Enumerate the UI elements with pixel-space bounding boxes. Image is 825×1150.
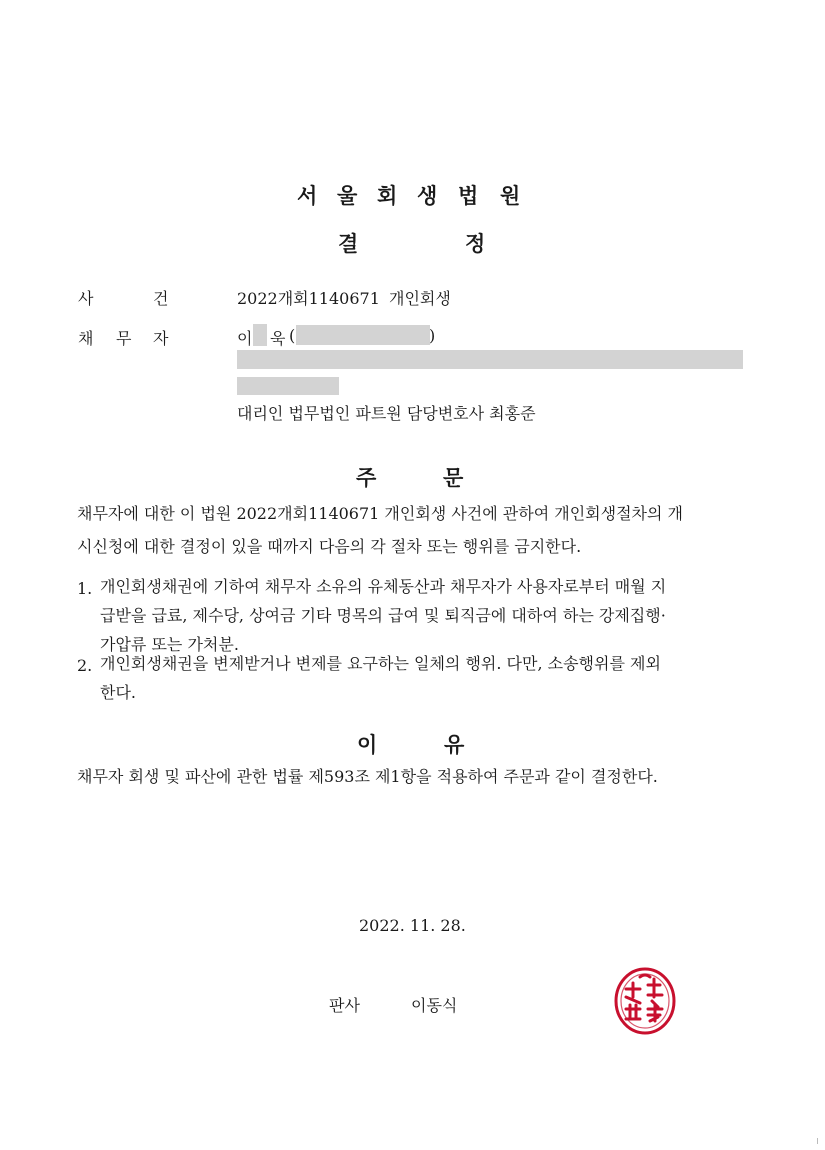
case-label-char: 사 bbox=[78, 289, 94, 308]
decision-date: 2022. 11. 28. bbox=[359, 916, 466, 935]
debtor-label-char: 채 bbox=[78, 329, 94, 348]
court-seal-icon bbox=[612, 965, 678, 1037]
order-item-line: 개인회생채권을 변제받거나 변제를 요구하는 일체의 행위. 다만, 소송행위를 제외 bbox=[100, 654, 661, 673]
order-item-line: 급받을 급료, 제수당, 상여금 기타 명목의 급여 및 퇴직금에 대하여 하는 강제집행· bbox=[100, 606, 666, 625]
case-number: 2022개회1140671 bbox=[237, 289, 380, 308]
paren-close: ) bbox=[429, 326, 436, 345]
debtor-agent: 대리인 법무법인 파트원 담당변호사 최홍준 bbox=[237, 404, 536, 423]
debtor-name-first: 이 bbox=[237, 329, 253, 348]
corner-mark bbox=[817, 1138, 818, 1144]
order-item-number: 1. bbox=[77, 579, 93, 598]
judge-title: 판사 bbox=[329, 996, 360, 1015]
reason-heading-char: 이 bbox=[357, 733, 378, 757]
redaction-block bbox=[253, 324, 267, 346]
order-intro bbox=[77, 497, 683, 563]
case-label-char: 건 bbox=[153, 289, 169, 308]
debtor-name-last: 욱 bbox=[270, 329, 286, 348]
order-item-line: 한다. bbox=[100, 683, 136, 702]
order-heading-char: 문 bbox=[443, 466, 464, 490]
reason-heading bbox=[0, 729, 825, 755]
order-item-line: 가압류 또는 가처분. bbox=[100, 635, 239, 654]
order-item bbox=[100, 649, 661, 707]
paren-open: ( bbox=[289, 326, 296, 345]
case-type: 개인회생 bbox=[389, 289, 451, 308]
redaction-block bbox=[237, 377, 339, 395]
court-name bbox=[0, 180, 825, 206]
court-name-char: 법 bbox=[458, 184, 479, 208]
redaction-block bbox=[237, 350, 743, 369]
reason-heading-char: 유 bbox=[444, 733, 465, 757]
order-item bbox=[100, 572, 666, 659]
court-name-char: 원 bbox=[500, 184, 521, 208]
court-name-char: 서 bbox=[297, 184, 318, 208]
debtor-label-char: 무 bbox=[116, 329, 132, 348]
order-heading bbox=[0, 462, 825, 488]
reason-text: 채무자 회생 및 파산에 관한 법률 제593조 제1항을 적용하여 주문과 같이 결정한다. bbox=[77, 767, 658, 786]
court-name-char: 생 bbox=[417, 184, 438, 208]
court-name-char: 울 bbox=[337, 184, 358, 208]
debtor-label-char: 자 bbox=[153, 329, 169, 348]
document-type bbox=[0, 228, 825, 254]
document-type-char: 정 bbox=[465, 232, 486, 256]
order-heading-char: 주 bbox=[356, 466, 377, 490]
document-type-char: 결 bbox=[338, 232, 359, 256]
redaction-block bbox=[296, 325, 430, 345]
judge-name: 이동식 bbox=[411, 996, 458, 1015]
case-label bbox=[0, 286, 200, 306]
order-item-number: 2. bbox=[77, 656, 93, 675]
order-intro-line: 시신청에 대한 결정이 있을 때까지 다음의 각 절차 또는 행위를 금지한다. bbox=[77, 537, 582, 556]
order-item-line: 개인회생채권에 기하여 채무자 소유의 유체동산과 채무자가 사용자로부터 매월 지 bbox=[100, 577, 667, 596]
debtor-label bbox=[0, 326, 200, 346]
order-intro-line: 채무자에 대한 이 법원 2022개회1140671 개인회생 사건에 관하여 개인회생절차의 개 bbox=[77, 504, 683, 523]
court-name-char: 회 bbox=[377, 184, 398, 208]
